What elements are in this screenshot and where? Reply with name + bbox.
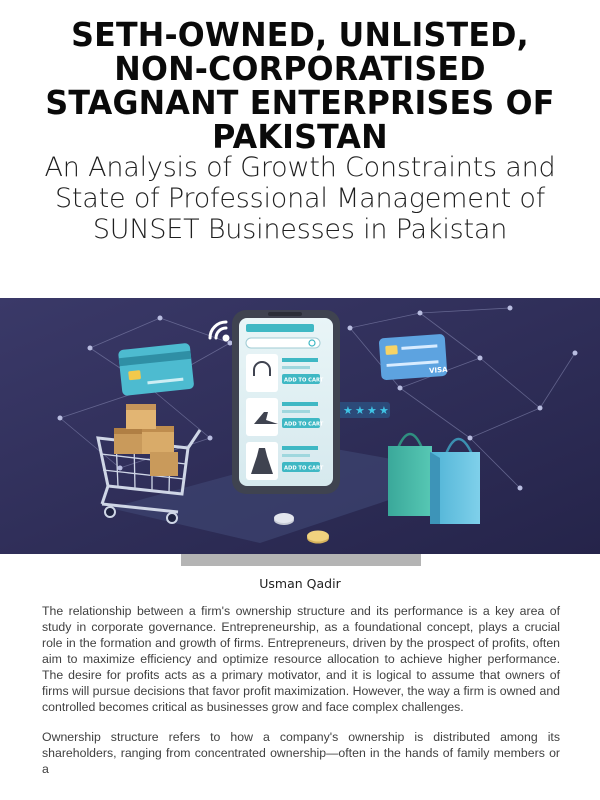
svg-text:★: ★ — [367, 404, 377, 417]
ecommerce-illustration — [0, 298, 600, 554]
article-author: Usman Qadir — [259, 576, 341, 591]
credit-card-right — [379, 334, 449, 381]
body-paragraph: Ownership structure refers to how a company's ownership is distributed among its shareholders, ranging from concentrated ownership—often in the hands of family members or a — [42, 730, 560, 776]
article-subtitle: An Analysis of Growth Constraints and State of Professional Management of SUNSET Businesses in Pakistan — [44, 152, 556, 245]
article-body — [42, 603, 560, 791]
image-caption-bar — [181, 554, 421, 566]
svg-text:ADD TO CART: ADD TO CART — [284, 421, 324, 428]
smartphone-icon — [232, 310, 340, 494]
svg-text:★: ★ — [379, 404, 389, 417]
body-paragraph: The relationship between a firm's ownership structure and its performance is a key area of study in corporate governance. Entrepreneurship, as a foundational concept, plays a crucial role in the formation and growth of firms. Entrepreneurs, driven by the prospect of profits, often aim to maximize efficiency and optimize resource allocation to achieve higher performance. The desire for profits acts as a primary motivator, and it is logical to assume that owners of firms will pursue decisions that favor profit maximization. However, the way a firm is owned and controlled becomes critical as businesses grow and face complex challenges. — [42, 604, 560, 714]
article-title: SETH-OWNED, UNLISTED, NON-CORPORATISED STAGNANT ENTERPRISES OF PAKISTAN — [45, 15, 555, 156]
svg-text:ADD TO CART: ADD TO CART — [284, 377, 324, 384]
svg-text:ADD TO CART: ADD TO CART — [284, 465, 324, 472]
svg-text:★: ★ — [343, 404, 353, 417]
svg-text:VISA: VISA — [428, 365, 448, 375]
credit-card-left — [118, 343, 194, 396]
svg-text:★: ★ — [355, 404, 365, 417]
